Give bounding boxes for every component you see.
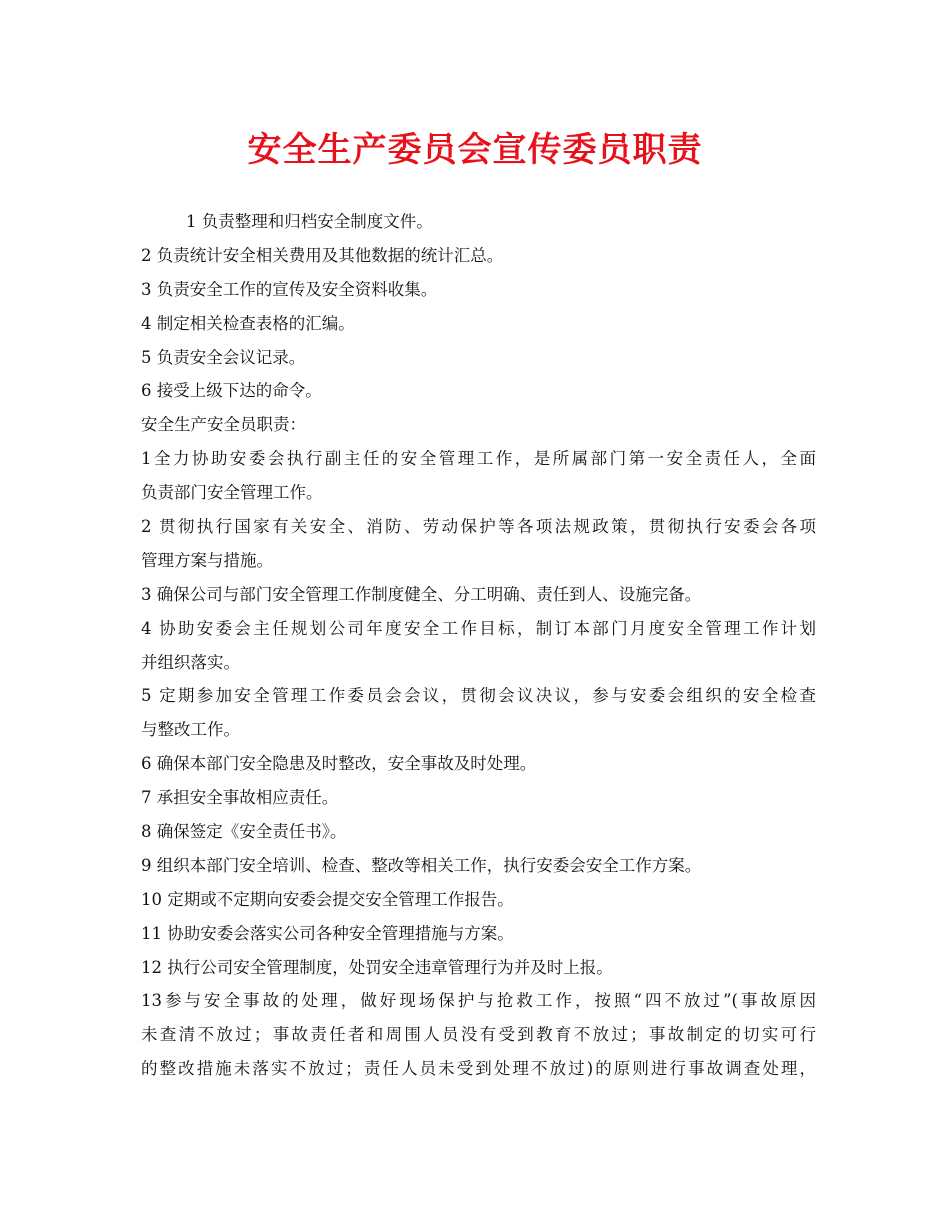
paragraph-line: 11 协助安委会落实公司各种安全管理措施与方案。: [141, 923, 514, 943]
paragraph-line: 6 确保本部门安全隐患及时整改，安全事故及时处理。: [141, 754, 537, 774]
paragraph-line: 9 组织本部门安全培训、检查、整改等相关工作，执行安委会安全工作方案。: [141, 855, 702, 875]
paragraph-line: 3 确保公司与部门安全管理工作制度健全、分工明确、责任到人、设施完备。: [141, 584, 702, 604]
paragraph-line: 2 负责统计安全相关费用及其他数据的统计汇总。: [141, 245, 504, 265]
paragraph-line: 13参与安全事故的处理，做好现场保护与抢救工作，按照“四不放过”(事故原因: [141, 991, 816, 1011]
paragraph-line: 7 承担安全事故相应责任。: [141, 788, 339, 808]
paragraph-line: 10 定期或不定期向安委会提交安全管理工作报告。: [141, 889, 514, 909]
paragraph-line: 3 负责安全工作的宣传及安全资料收集。: [141, 279, 438, 299]
paragraph-line: 5 定期参加安全管理工作委员会会议，贯彻会议决议，参与安委会组织的安全检查: [141, 686, 816, 706]
paragraph-line: 4 协助安委会主任规划公司年度安全工作目标，制订本部门月度安全管理工作计划: [141, 618, 816, 638]
paragraph-line: 与整改工作。: [141, 720, 240, 740]
page-title: 安全生产委员会宣传委员职责: [247, 130, 703, 170]
paragraph-line: 8 确保签定《安全责任书》。: [141, 822, 347, 842]
document-body: [141, 205, 816, 1086]
paragraph-line: 2 贯彻执行国家有关安全、消防、劳动保护等各项法规政策，贯彻执行安委会各项: [141, 517, 816, 537]
paragraph-line: 并组织落实。: [141, 652, 240, 672]
paragraph-line: 负责部门安全管理工作。: [141, 483, 323, 503]
paragraph-line: 12 执行公司安全管理制度，处罚安全违章管理行为并及时上报。: [141, 957, 613, 977]
paragraph-line: 1 负责整理和归档安全制度文件。: [186, 212, 433, 231]
paragraph-line: 未查清不放过；事故责任者和周围人员没有受到教育不放过；事故制定的切实可行: [141, 1025, 816, 1045]
paragraph-line: 4 制定相关检查表格的汇编。: [141, 313, 355, 333]
paragraph-line: 的整改措施未落实不放过；责任人员未受到处理不放过)的原则进行事故调查处理，: [141, 1059, 816, 1079]
paragraph-line: 5 负责安全会议记录。: [141, 347, 306, 367]
paragraph-line: 1全力协助安委会执行副主任的安全管理工作，是所属部门第一安全责任人，全面: [141, 449, 816, 469]
paragraph-line: 6 接受上级下达的命令。: [141, 381, 322, 401]
paragraph-line: 管理方案与措施。: [141, 550, 273, 570]
section-heading: 安全生产安全员职责：: [141, 415, 306, 435]
